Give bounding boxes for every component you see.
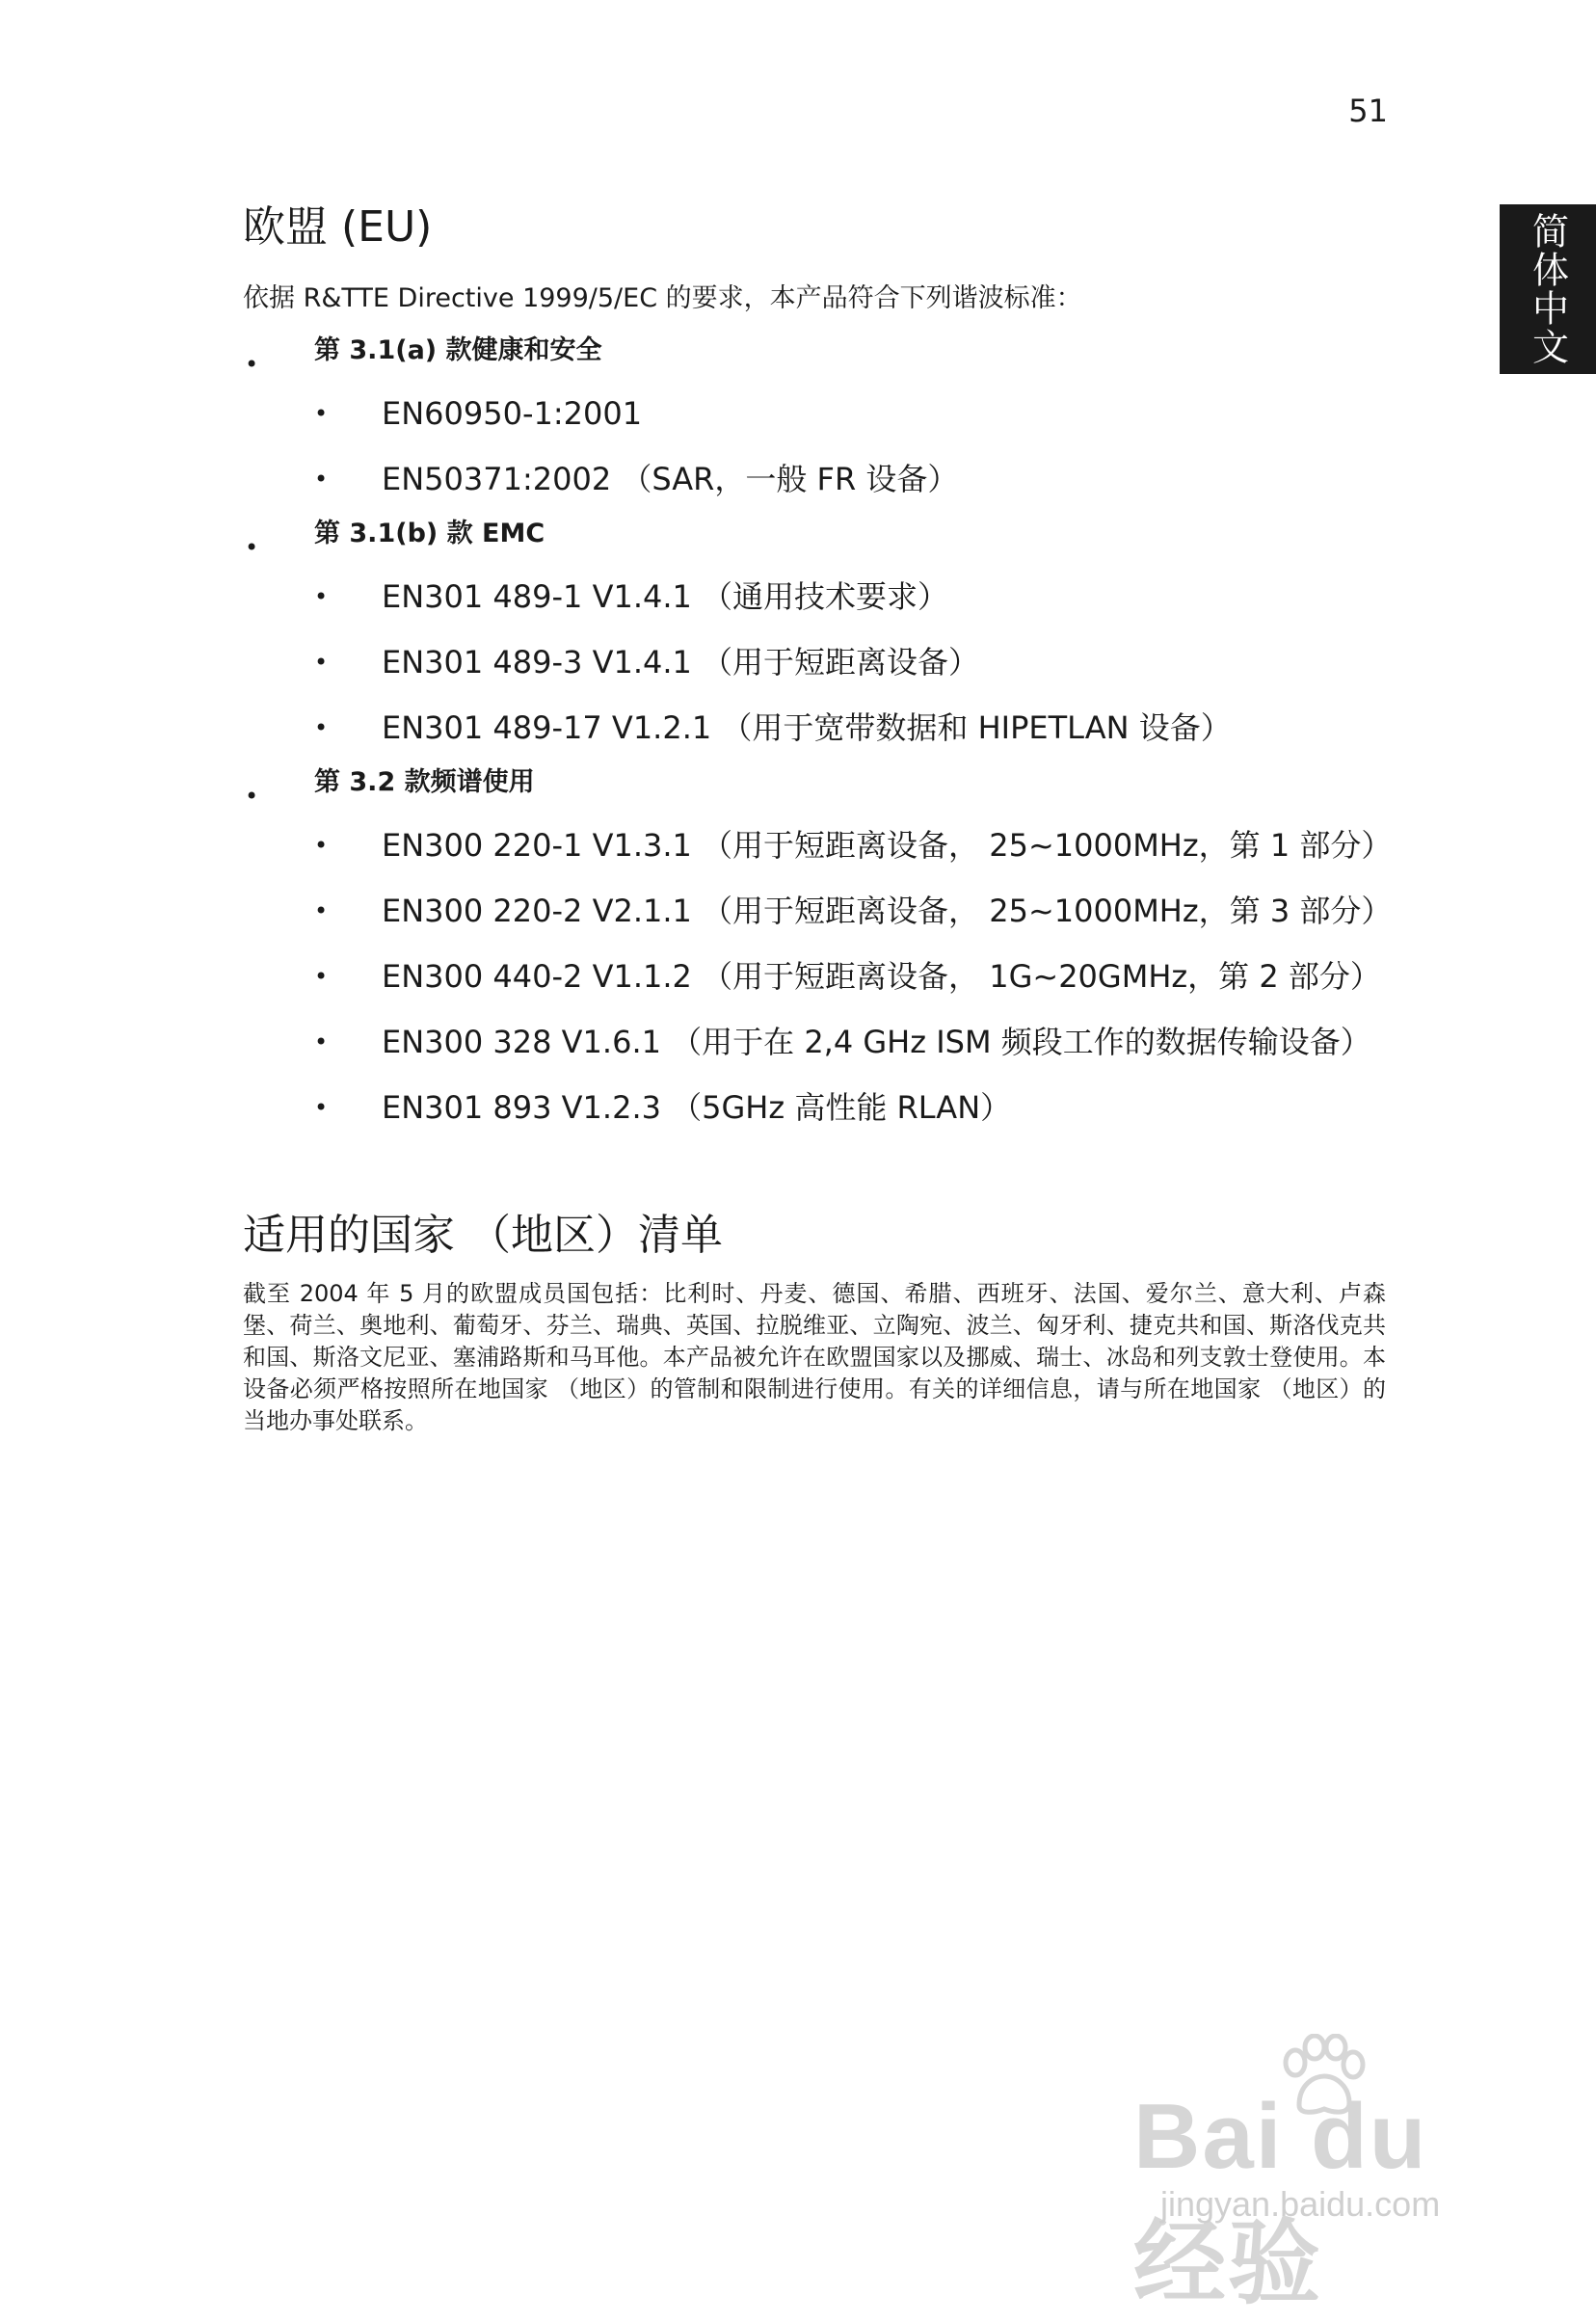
standards-group xyxy=(243,515,1386,750)
baidu-watermark xyxy=(1133,2034,1500,2315)
bullet-icon: • xyxy=(314,714,329,741)
page-number: 51 xyxy=(1348,93,1388,129)
standard-item: • EN300 220-1 V1.3.1 （用于短距离设备， 25~1000MHz，第 1 部分） xyxy=(243,823,1386,867)
bullet-icon: • xyxy=(314,649,329,676)
bullet-icon: • xyxy=(314,466,329,493)
standards-list xyxy=(243,332,1393,1130)
bullet-icon: • xyxy=(314,1094,329,1121)
standard-item: • EN50371:2002 （SAR，一般 FR 设备） xyxy=(243,457,1386,501)
standard-item: • EN300 220-2 V2.1.1 （用于短距离设备， 25~1000MHz，第 3 部分） xyxy=(243,889,1386,933)
standards-group-label: 第 3.1(a) 款健康和安全 xyxy=(314,335,602,365)
standards-group-label: 第 3.1(b) 款 EMC xyxy=(314,519,545,548)
watermark-url: jingyan.baidu.com xyxy=(1160,2184,1441,2224)
bullet-icon: • xyxy=(245,534,259,561)
bullet-icon: • xyxy=(314,963,329,990)
eu-section-intro: 依据 R&TTE Directive 1999/5/EC 的要求，本产品符合下列谐波标准： xyxy=(243,283,1082,313)
standard-item: • EN301 489-1 V1.4.1 （通用技术要求） xyxy=(243,574,1386,619)
standard-item: • EN301 893 V1.2.3 （5GHz 高性能 RLAN） xyxy=(243,1085,1386,1130)
countries-paragraph: 截至 2004 年 5 月的欧盟成员国包括：比利时、丹麦、德国、希腊、西班牙、法国、爱尔兰、意大利、卢森堡、荷兰、奥地利、葡萄牙、芬兰、瑞典、英国、拉脱维亚、立陶宛、波兰、匈牙利、捷克共和国、斯洛伐克共和国、斯洛文尼亚、塞浦路斯和马耳他。本产品被允许在欧盟国家以及挪威、瑞士、冰岛和列支敦士登使用。本设备必须严格按照所在地国家 （地区）的管制和限制进行使用。有关的详细信息，请与所在地国家 （地区）的当地办事处联系。 xyxy=(243,1280,1386,1434)
bullet-icon: • xyxy=(314,832,329,859)
bullet-icon: • xyxy=(314,1028,329,1055)
bullet-icon: • xyxy=(314,400,329,427)
eu-section-title: 欧盟 (EU) xyxy=(243,202,433,252)
standard-item: • EN300 440-2 V1.1.2 （用于短距离设备， 1G~20GMHz，第 2 部分） xyxy=(243,954,1386,999)
standard-item: • EN301 489-3 V1.4.1 （用于短距离设备） xyxy=(243,640,1386,684)
language-side-tab: 简体中文 xyxy=(1500,204,1596,374)
watermark-logo-text: Bai du 经验 xyxy=(1133,2085,1428,2315)
countries-section-title: 适用的国家 （地区）清单 xyxy=(243,1211,723,1260)
bullet-icon: • xyxy=(245,351,259,378)
bullet-icon: • xyxy=(314,897,329,924)
standard-item: • EN300 328 V1.6.1 （用于在 2,4 GHz ISM 频段工作的数据传输设备） xyxy=(243,1020,1386,1064)
standards-group xyxy=(243,763,1393,1130)
standards-group xyxy=(243,332,1386,501)
page-content xyxy=(243,199,1393,1437)
standard-item: • EN60950-1:2001 xyxy=(243,391,1386,436)
standards-group-label: 第 3.2 款频谱使用 xyxy=(314,767,535,797)
standard-item: • EN301 489-17 V1.2.1 （用于宽带数据和 HIPETLAN 设备） xyxy=(243,706,1386,750)
bullet-icon: • xyxy=(314,583,329,610)
bullet-icon: • xyxy=(245,783,259,810)
